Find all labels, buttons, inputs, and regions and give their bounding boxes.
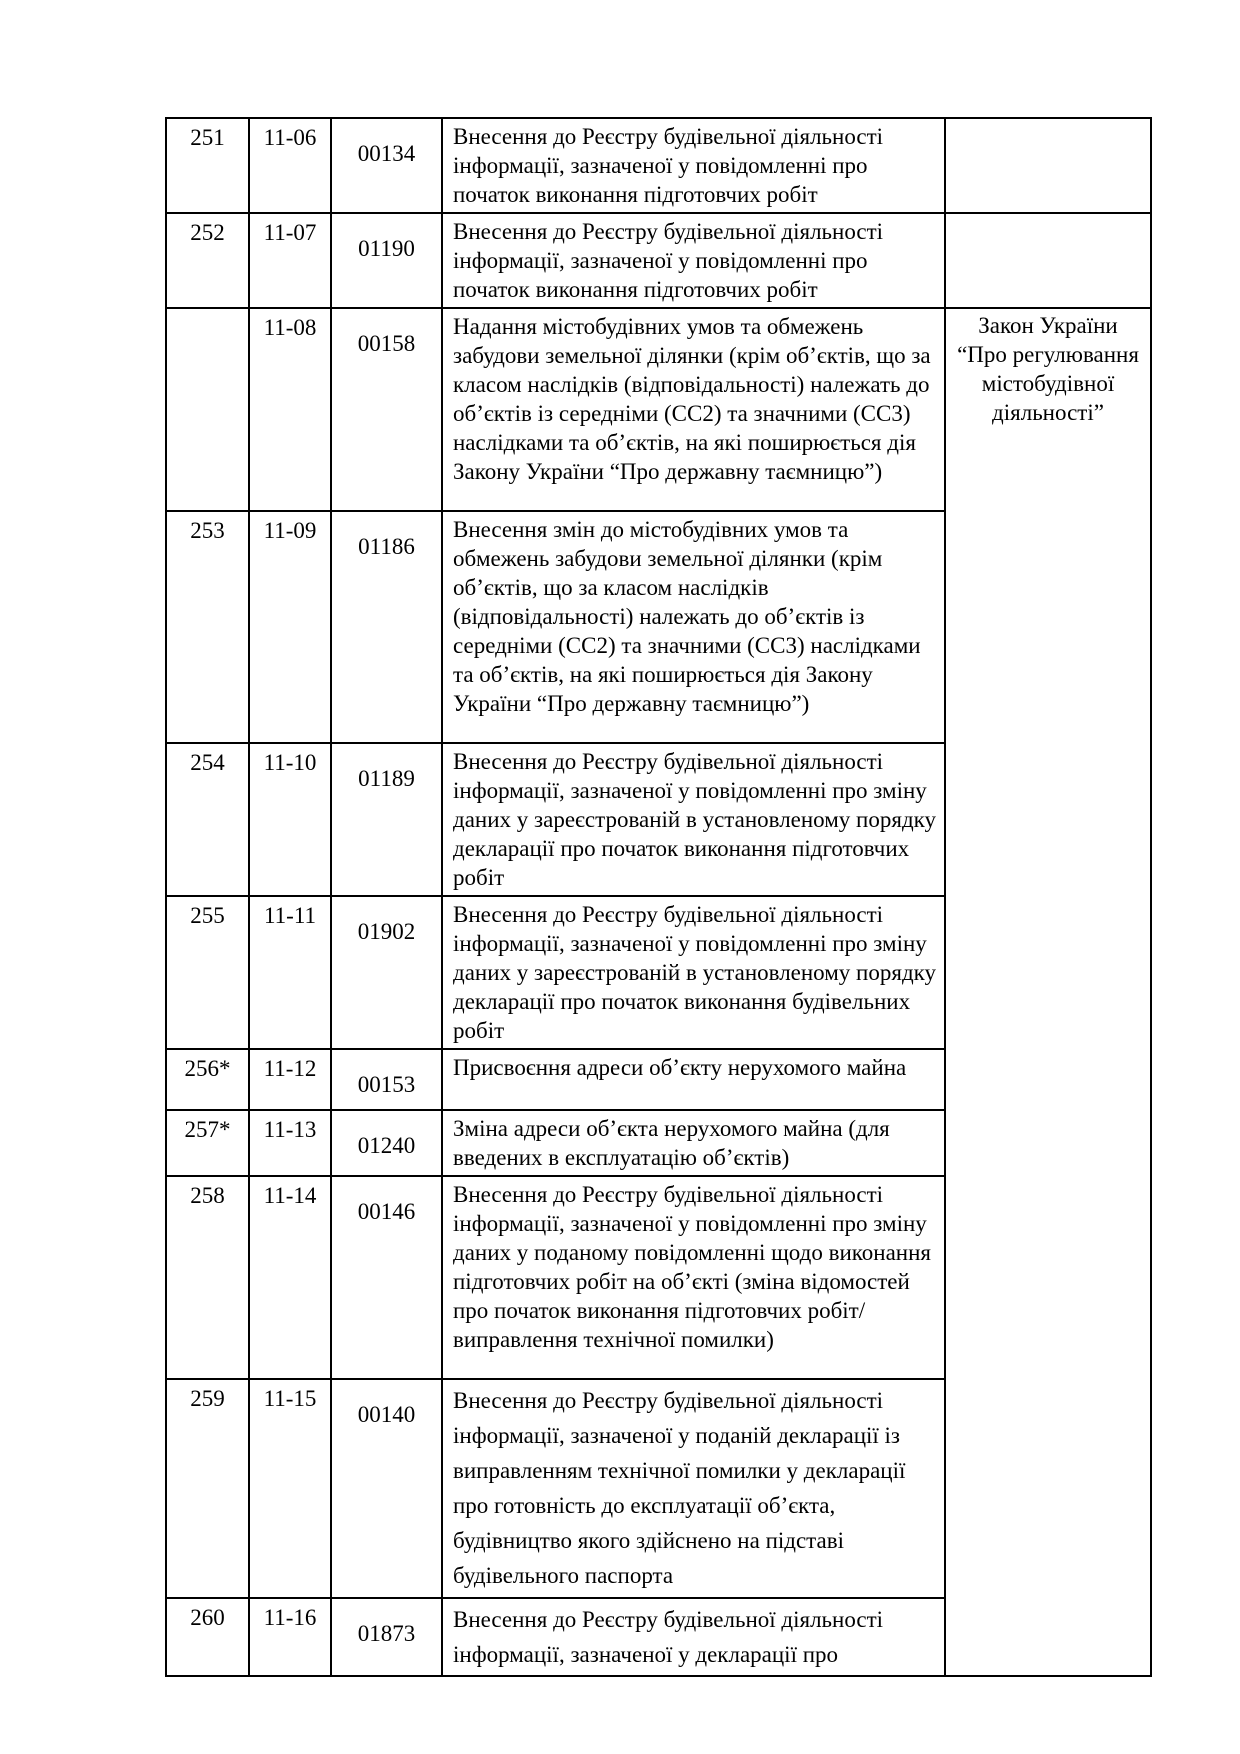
row-number: 252 — [166, 213, 249, 308]
service-id: 00146 — [331, 1176, 442, 1379]
row-number: 254 — [166, 743, 249, 896]
row-code: 11-09 — [249, 511, 331, 743]
service-id: 01902 — [331, 896, 442, 1049]
service-id: 01240 — [331, 1110, 442, 1176]
row-code: 11-12 — [249, 1049, 331, 1110]
service-name: Внесення до Реєстру будівельної діяльності інформації, зазначеної у декларації про — [442, 1598, 945, 1676]
service-id: 01190 — [331, 213, 442, 308]
service-id: 00158 — [331, 308, 442, 511]
row-code: 11-13 — [249, 1110, 331, 1176]
services-table — [165, 117, 1152, 1677]
service-name: Внесення до Реєстру будівельної діяльності інформації, зазначеної у повідомленні про початок виконання підготовчих робіт — [442, 213, 945, 308]
service-id: 00153 — [331, 1049, 442, 1110]
service-id: 01189 — [331, 743, 442, 896]
row-code: 11-06 — [249, 118, 331, 213]
table-row — [166, 118, 1151, 213]
law-cell-empty — [945, 213, 1151, 308]
row-number: 255 — [166, 896, 249, 1049]
service-name: Внесення до Реєстру будівельної діяльності інформації, зазначеної у повідомленні про зміну даних у зареєстрованій в установленому порядку декларації про початок виконання підготовчих робіт — [442, 743, 945, 896]
row-code: 11-10 — [249, 743, 331, 896]
service-id: 00140 — [331, 1379, 442, 1598]
row-code: 11-16 — [249, 1598, 331, 1676]
table-row — [166, 308, 1151, 511]
service-name: Надання містобудівних умов та обмежень забудови земельної ділянки (крім об’єктів, що за класом наслідків (відповідальності) належать до об’єктів із середніми (СС2) та значними (СС3) наслідками та об’єктів, на які поширюється дія Закону України “Про державну таємницю”) — [442, 308, 945, 511]
service-name: Присвоєння адреси об’єкту нерухомого майна — [442, 1049, 945, 1110]
row-number: 259 — [166, 1379, 249, 1598]
service-name: Внесення до Реєстру будівельної діяльності інформації, зазначеної у повідомленні про зміну даних у зареєстрованій в установленому порядку декларації про початок виконання будівельних робіт — [442, 896, 945, 1049]
row-number: 258 — [166, 1176, 249, 1379]
row-number: 251 — [166, 118, 249, 213]
row-number: 253 — [166, 511, 249, 743]
row-number: 256* — [166, 1049, 249, 1110]
service-name: Внесення до Реєстру будівельної діяльності інформації, зазначеної у повідомленні про зміну даних у поданому повідомленні щодо виконання підготовчих робіт на об’єкті (зміна відомостей про початок виконання підготовчих робіт/виправлення технічної помилки) — [442, 1176, 945, 1379]
row-code: 11-07 — [249, 213, 331, 308]
service-name: Внесення змін до містобудівних умов та обмежень забудови земельної ділянки (крім об’єктів, що за класом наслідків (відповідальності) належать до об’єктів із середніми (СС2) та значними (СС3) наслідками та об’єктів, на які поширюється дія Закону України “Про державну таємницю”) — [442, 511, 945, 743]
law-reference-cell — [945, 308, 1151, 1676]
row-number: 257* — [166, 1110, 249, 1176]
service-id: 01873 — [331, 1598, 442, 1676]
service-id: 00134 — [331, 118, 442, 213]
service-name: Внесення до Реєстру будівельної діяльності інформації, зазначеної у поданій декларації із виправленням технічної помилки у декларації про готовність до експлуатації об’єкта, будівництво якого здійснено на підставі будівельного паспорта — [442, 1379, 945, 1598]
row-number — [166, 308, 249, 511]
table-row — [166, 213, 1151, 308]
row-code: 11-14 — [249, 1176, 331, 1379]
service-id: 01186 — [331, 511, 442, 743]
row-code: 11-11 — [249, 896, 331, 1049]
row-code: 11-08 — [249, 308, 331, 511]
row-number: 260 — [166, 1598, 249, 1676]
row-code: 11-15 — [249, 1379, 331, 1598]
law-reference: Закон України “Про регулювання містобудівної діяльності” — [957, 313, 1139, 425]
law-cell-empty — [945, 118, 1151, 213]
service-name: Внесення до Реєстру будівельної діяльності інформації, зазначеної у повідомленні про початок виконання підготовчих робіт — [442, 118, 945, 213]
service-name: Зміна адреси об’єкта нерухомого майна (для введених в експлуатацію об’єктів) — [442, 1110, 945, 1176]
